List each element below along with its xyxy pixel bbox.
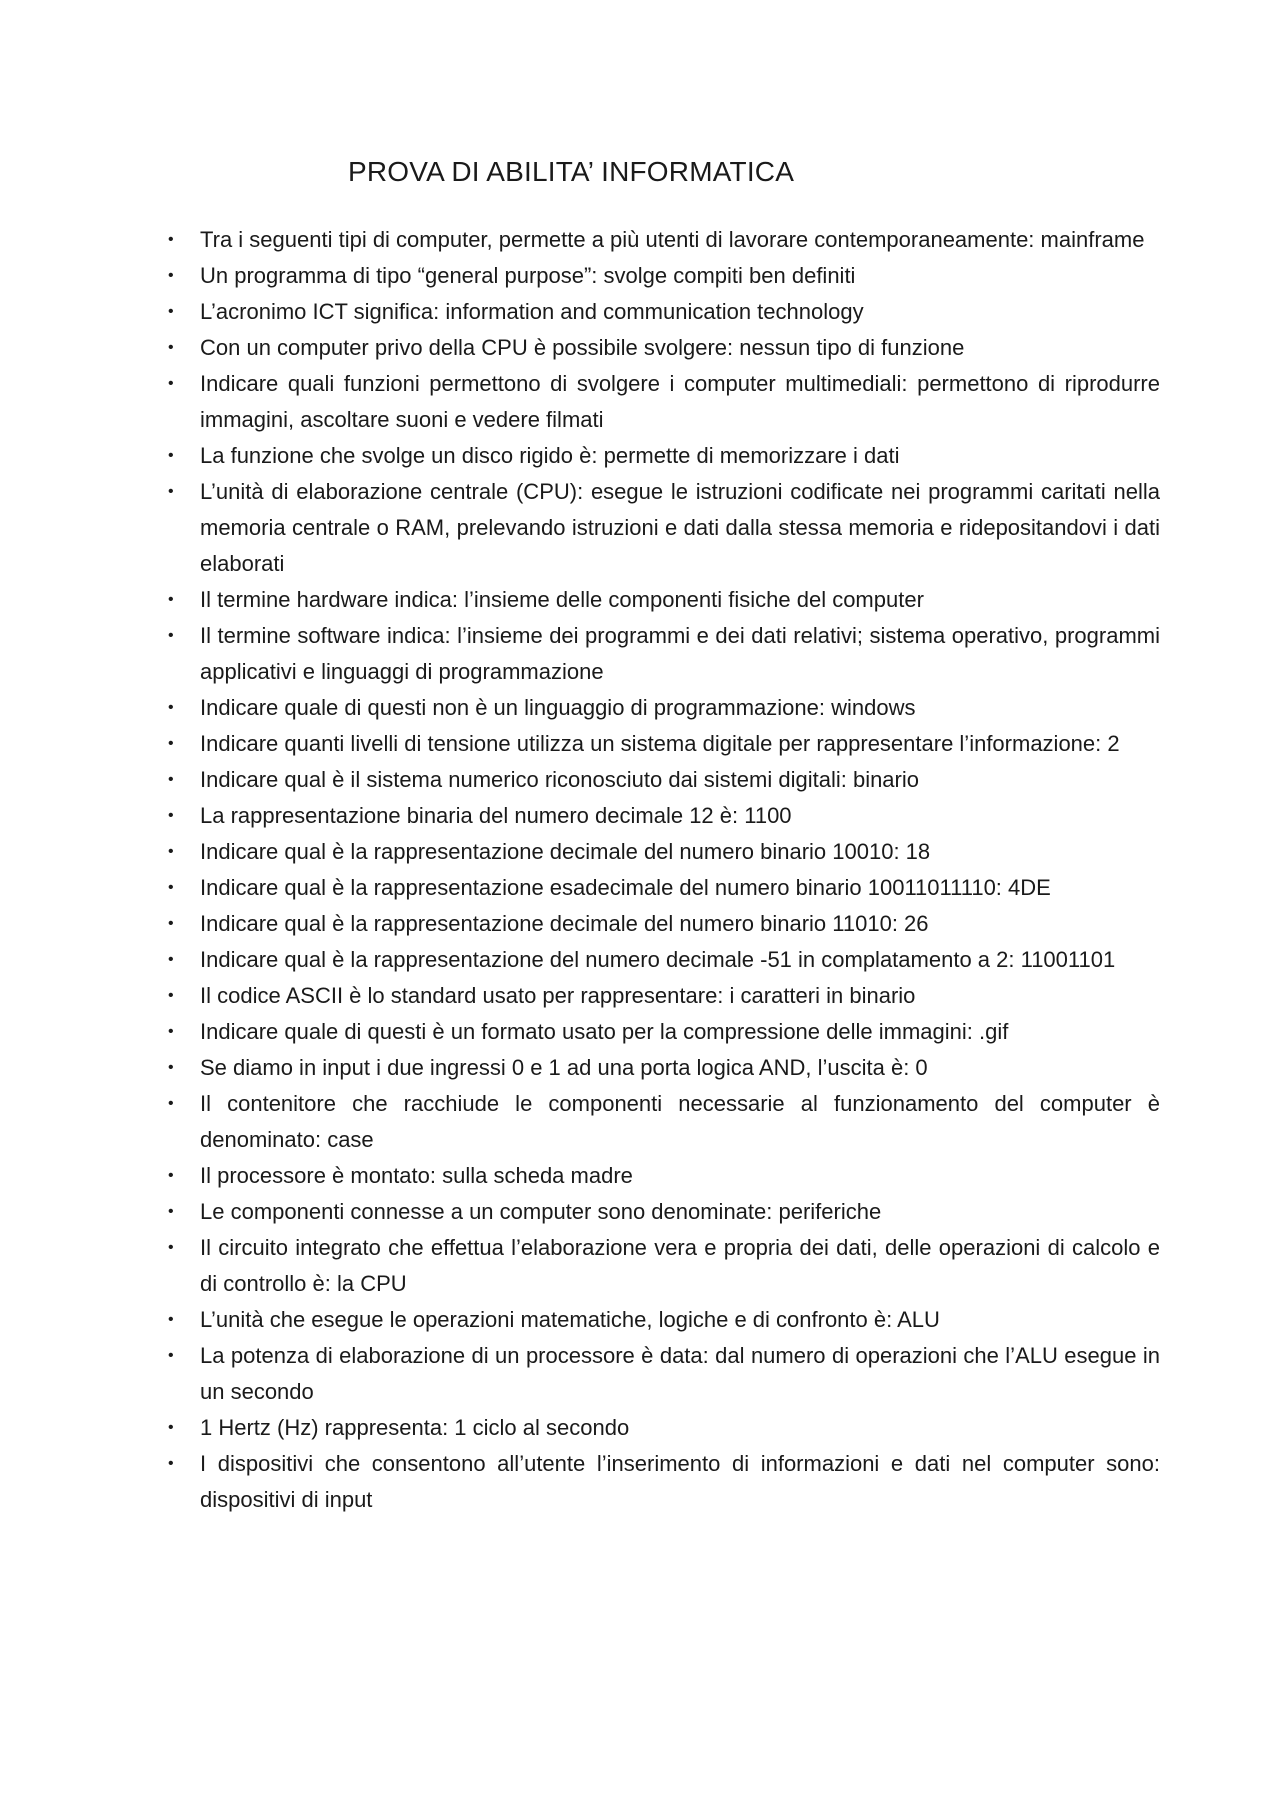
list-item-text: Tra i seguenti tipi di computer, permette a più utenti di lavorare contemporaneamente: mainframe: [200, 227, 1145, 252]
list-item-text: La funzione che svolge un disco rigido è: permette di memorizzare i dati: [200, 443, 900, 468]
list-item: [168, 258, 1160, 294]
list-item-text: Indicare qual è la rappresentazione esadecimale del numero binario 10011011110: 4DE: [200, 875, 1051, 900]
bullet-icon: •: [168, 231, 174, 248]
list-item: [168, 330, 1160, 366]
list-item-text: Il circuito integrato che effettua l’elaborazione vera e propria dei dati, delle operazioni di calcolo e di controllo è: la CPU: [200, 1235, 1160, 1296]
bullet-icon: •: [168, 1095, 174, 1112]
list-item: [168, 618, 1160, 690]
bullet-icon: •: [168, 915, 174, 932]
bullet-icon: •: [168, 1059, 174, 1076]
list-item: [168, 1230, 1160, 1302]
list-item: [168, 942, 1160, 978]
bullet-icon: •: [168, 267, 174, 284]
list-item-text: Indicare qual è il sistema numerico riconosciuto dai sistemi digitali: binario: [200, 767, 919, 792]
list-item-text: Con un computer privo della CPU è possibile svolgere: nessun tipo di funzione: [200, 335, 965, 360]
list-item-text: Indicare qual è la rappresentazione decimale del numero binario 10010: 18: [200, 839, 931, 864]
bullet-icon: •: [168, 807, 174, 824]
list-item: [168, 222, 1160, 258]
list-item: [168, 906, 1160, 942]
document-title: PROVA DI ABILITA’ INFORMATICA: [348, 156, 795, 187]
list-item-text: Il processore è montato: sulla scheda madre: [200, 1163, 633, 1188]
bullet-icon: •: [168, 339, 174, 356]
list-item-text: Se diamo in input i due ingressi 0 e 1 ad una porta logica AND, l’uscita è: 0: [200, 1055, 928, 1080]
list-item: [168, 1158, 1160, 1194]
bullet-icon: •: [168, 843, 174, 860]
list-item-text: Il termine hardware indica: l’insieme delle componenti fisiche del computer: [200, 587, 924, 612]
bullet-icon: •: [168, 627, 174, 644]
list-item: [168, 1302, 1160, 1338]
list-item-text: Indicare quale di questi non è un linguaggio di programmazione: windows: [200, 695, 916, 720]
bullet-icon: •: [168, 771, 174, 788]
list-item-text: Il contenitore che racchiude le componenti necessarie al funzionamento del computer è denominato: case: [200, 1091, 1160, 1152]
list-item-text: 1 Hertz (Hz) rappresenta: 1 ciclo al secondo: [200, 1415, 630, 1440]
list-item: [168, 978, 1160, 1014]
list-item-text: La rappresentazione binaria del numero decimale 12 è: 1100: [200, 803, 792, 828]
bullet-icon: •: [168, 483, 174, 500]
list-item: [168, 366, 1160, 438]
list-item: [168, 1410, 1160, 1446]
bullet-icon: •: [168, 1167, 174, 1184]
list-item: [168, 474, 1160, 582]
bullet-icon: •: [168, 591, 174, 608]
list-item-text: Il codice ASCII è lo standard usato per rappresentare: i caratteri in binario: [200, 983, 916, 1008]
bullet-icon: •: [168, 879, 174, 896]
bullet-icon: •: [168, 1203, 174, 1220]
list-item-text: Indicare qual è la rappresentazione decimale del numero binario 11010: 26: [200, 911, 929, 936]
bullet-icon: •: [168, 375, 174, 392]
list-item-text: L’unità che esegue le operazioni matematiche, logiche e di confronto è: ALU: [200, 1307, 940, 1332]
list-item: [168, 1446, 1160, 1518]
list-item-text: La potenza di elaborazione di un processore è data: dal numero di operazioni che l’ALU esegue in un secondo: [200, 1343, 1160, 1404]
list-item-text: L’unità di elaborazione centrale (CPU): esegue le istruzioni codificate nei programmi caritati nella memoria centrale o RAM, prelevando istruzioni e dati dalla stessa memoria e ridepositandovi i dati elaborati: [200, 479, 1160, 576]
list-item: [168, 798, 1160, 834]
list-item: [168, 1338, 1160, 1410]
list-item: [168, 870, 1160, 906]
list-item-text: Un programma di tipo “general purpose”: svolge compiti ben definiti: [200, 263, 856, 288]
list-item: [168, 762, 1160, 798]
list-item-text: L’acronimo ICT significa: information and communication technology: [200, 299, 864, 324]
list-item: [168, 582, 1160, 618]
list-item: [168, 1086, 1160, 1158]
bullet-icon: •: [168, 1311, 174, 1328]
list-item-text: I dispositivi che consentono all’utente l’inserimento di informazioni e dati nel computer sono: dispositivi di input: [200, 1451, 1160, 1512]
bullet-icon: •: [168, 951, 174, 968]
list-item-text: Indicare qual è la rappresentazione del numero decimale -51 in complatamento a 2: 11001101: [200, 947, 1116, 972]
list-item: [168, 1194, 1160, 1230]
question-list: [168, 222, 1160, 1518]
bullet-icon: •: [168, 1023, 174, 1040]
list-item-text: Indicare quale di questi è un formato usato per la compressione delle immagini: .gif: [200, 1019, 1009, 1044]
list-item-text: Le componenti connesse a un computer sono denominate: periferiche: [200, 1199, 882, 1224]
list-item-text: Indicare quali funzioni permettono di svolgere i computer multimediali: permettono di riprodurre immagini, ascoltare suoni e vedere filmati: [200, 371, 1160, 432]
bullet-icon: •: [168, 303, 174, 320]
bullet-icon: •: [168, 1239, 174, 1256]
list-item: [168, 690, 1160, 726]
bullet-icon: •: [168, 1455, 174, 1472]
list-item-text: Indicare quanti livelli di tensione utilizza un sistema digitale per rappresentare l’informazione: 2: [200, 731, 1120, 756]
bullet-icon: •: [168, 735, 174, 752]
bullet-icon: •: [168, 699, 174, 716]
list-item-text: Il termine software indica: l’insieme dei programmi e dei dati relativi; sistema operativo, programmi applicativi e linguaggi di programmazione: [200, 623, 1160, 684]
bullet-icon: •: [168, 1347, 174, 1364]
list-item: [168, 1050, 1160, 1086]
list-item: [168, 438, 1160, 474]
list-item: [168, 1014, 1160, 1050]
list-item: [168, 726, 1160, 762]
bullet-icon: •: [168, 447, 174, 464]
list-item: [168, 294, 1160, 330]
bullet-icon: •: [168, 987, 174, 1004]
list-item: [168, 834, 1160, 870]
bullet-icon: •: [168, 1419, 174, 1436]
